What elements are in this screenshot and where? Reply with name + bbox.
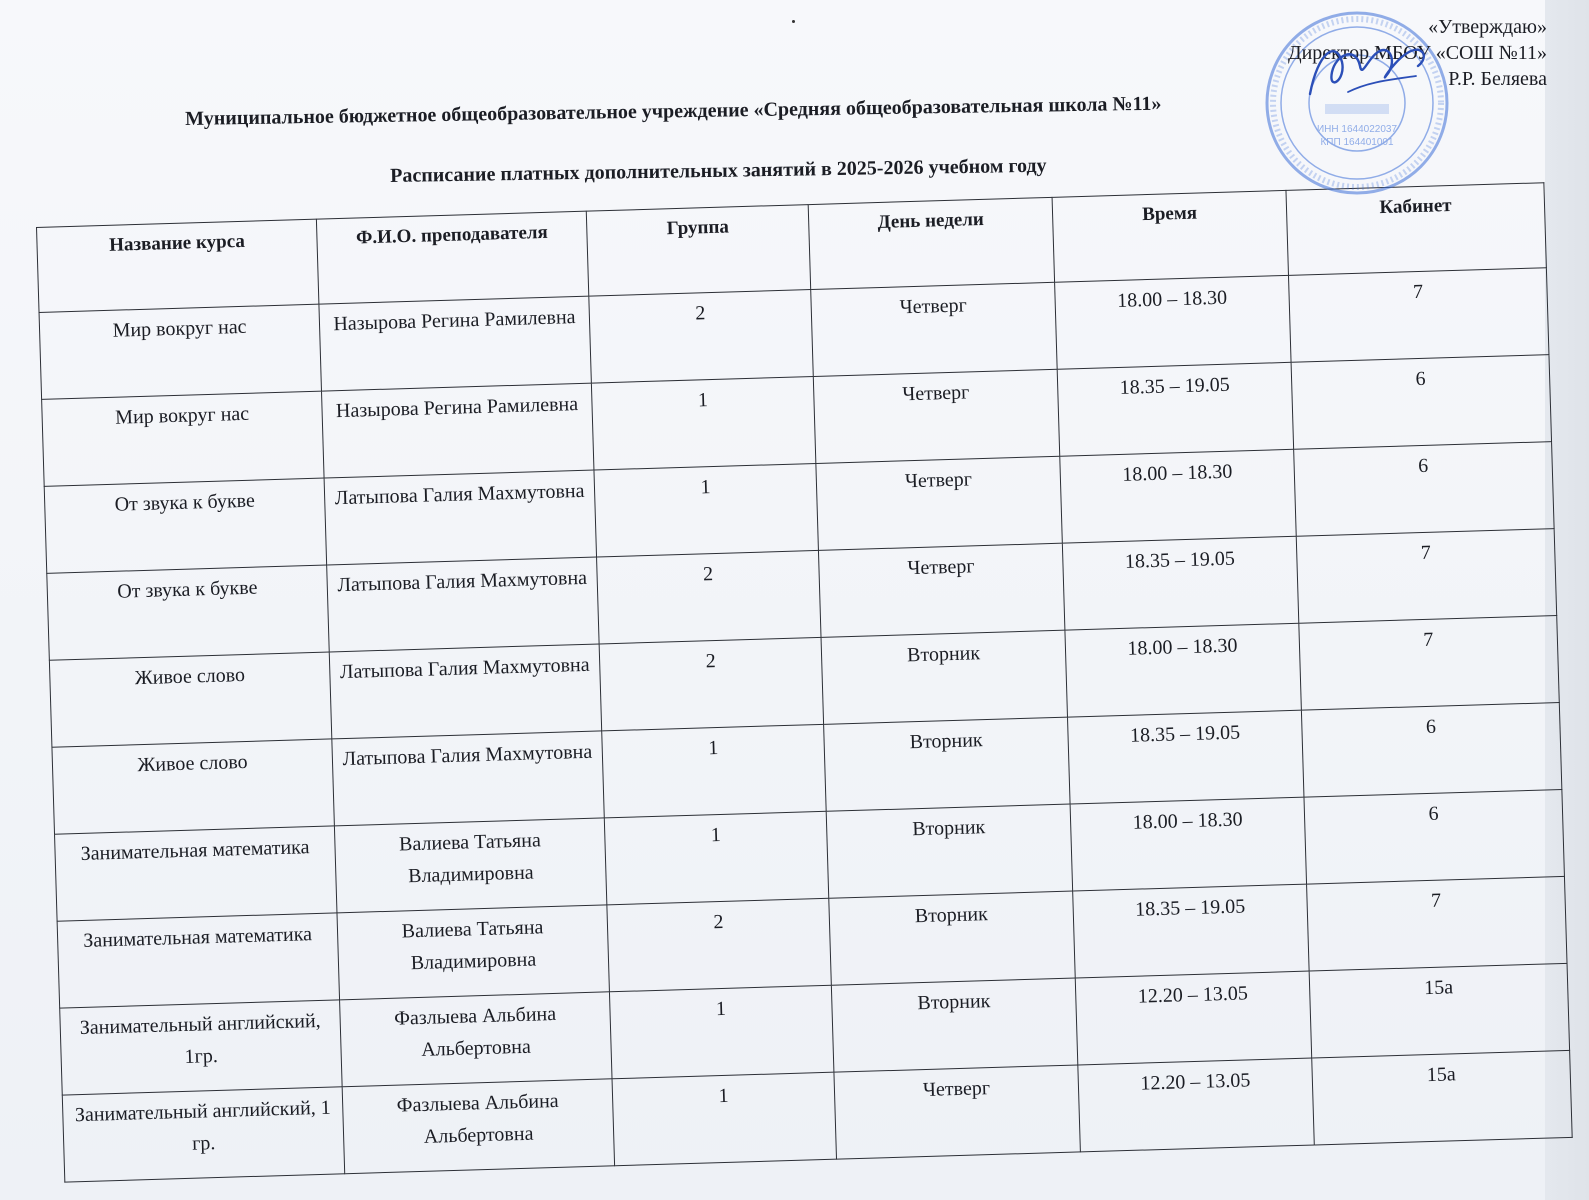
cell-teacher: Латыпова Галия Махмутовна xyxy=(324,470,596,565)
cell-course: Занимательный английский, 1 гр. xyxy=(62,1087,344,1182)
cell-day: Четверг xyxy=(811,282,1057,376)
cell-group: 2 xyxy=(607,898,831,992)
cell-day: Четверг xyxy=(813,369,1059,463)
cell-teacher: Латыпова Галия Махмутовна xyxy=(332,731,604,826)
cell-teacher: Фазлыева Альбина Альбертовна xyxy=(340,992,612,1087)
cell-room: 15а xyxy=(1312,1050,1572,1145)
ink-dot xyxy=(792,20,795,23)
header-time: Время xyxy=(1052,190,1288,282)
cell-day: Вторник xyxy=(821,630,1067,724)
cell-group: 1 xyxy=(612,1072,836,1166)
cell-room: 6 xyxy=(1301,703,1561,798)
cell-group: 1 xyxy=(591,377,815,471)
cell-course: Живое слово xyxy=(52,739,334,834)
schedule-table xyxy=(36,182,1573,1182)
cell-group: 2 xyxy=(589,290,813,384)
header-teacher: Ф.И.О. преподавателя xyxy=(316,211,588,304)
cell-teacher: Назырова Регина Рамилевна xyxy=(321,383,593,478)
cell-group: 1 xyxy=(594,463,818,557)
cell-time: 12.20 – 13.05 xyxy=(1075,971,1311,1065)
header-room: Кабинет xyxy=(1286,183,1546,276)
cell-time: 18.35 – 19.05 xyxy=(1062,536,1298,630)
cell-course: От звука к букве xyxy=(47,565,329,660)
cell-day: Вторник xyxy=(824,717,1070,811)
cell-day: Четверг xyxy=(834,1065,1080,1159)
cell-group: 2 xyxy=(599,637,823,731)
cell-group: 1 xyxy=(604,811,828,905)
header-group: Группа xyxy=(586,205,810,297)
cell-time: 12.20 – 13.05 xyxy=(1078,1058,1314,1152)
stamp-kpp: КПП 164401001 xyxy=(1320,137,1394,148)
cell-day: Вторник xyxy=(826,804,1072,898)
cell-time: 18.35 – 19.05 xyxy=(1057,362,1293,456)
cell-time: 18.00 – 18.30 xyxy=(1055,275,1291,369)
cell-course: Мир вокруг нас xyxy=(42,391,324,486)
header-course: Название курса xyxy=(37,219,319,312)
cell-day: Вторник xyxy=(829,891,1075,985)
cell-course: Занимательная математика xyxy=(57,913,339,1008)
approval-line-1: «Утверждаю» xyxy=(1428,16,1547,38)
cell-course: Мир вокруг нас xyxy=(39,304,321,399)
cell-room: 7 xyxy=(1288,268,1548,363)
cell-course: Занимательный английский, 1гр. xyxy=(60,1000,342,1095)
cell-time: 18.35 – 19.05 xyxy=(1067,710,1303,804)
cell-course: Живое слово xyxy=(49,652,331,747)
cell-time: 18.00 – 18.30 xyxy=(1070,797,1306,891)
cell-room: 6 xyxy=(1304,789,1564,884)
cell-room: 6 xyxy=(1291,355,1551,450)
cell-teacher: Назырова Регина Рамилевна xyxy=(319,296,591,391)
cell-teacher: Латыпова Галия Махмутовна xyxy=(327,557,599,652)
cell-group: 1 xyxy=(602,724,826,818)
schedule-title: Расписание платных дополнительных занятий в 2025-2026 учебном году xyxy=(390,154,1047,187)
cell-teacher: Валиева Татьяна Владимировна xyxy=(337,905,609,1000)
cell-time: 18.35 – 19.05 xyxy=(1073,884,1309,978)
cell-time: 18.00 – 18.30 xyxy=(1065,623,1301,717)
header-day: День недели xyxy=(808,197,1054,289)
cell-day: Четверг xyxy=(816,456,1062,550)
cell-day: Вторник xyxy=(831,978,1077,1072)
cell-teacher: Валиева Татьяна Владимировна xyxy=(334,818,606,913)
approval-line-2: Директор МБОУ «СОШ №11» xyxy=(1287,42,1547,64)
cell-group: 1 xyxy=(609,985,833,1079)
director-signature xyxy=(1298,32,1438,110)
cell-teacher: Фазлыева Альбина Альбертовна xyxy=(342,1079,614,1174)
schedule-table-wrapper xyxy=(36,182,1573,1182)
stamp-inn: ИНН 1644022037 xyxy=(1316,124,1398,135)
cell-time: 18.00 – 18.30 xyxy=(1060,449,1296,543)
school-name-heading: Муниципальное бюджетное общеобразовательное учреждение «Средняя общеобразовательная школа №11» xyxy=(185,92,1162,130)
cell-room: 7 xyxy=(1307,876,1567,971)
cell-group: 2 xyxy=(597,550,821,644)
cell-room: 6 xyxy=(1294,442,1554,537)
cell-room: 15а xyxy=(1309,963,1569,1058)
cell-course: Занимательная математика xyxy=(55,826,337,921)
cell-day: Четверг xyxy=(818,543,1064,637)
cell-room: 7 xyxy=(1299,616,1559,711)
cell-room: 7 xyxy=(1296,529,1556,624)
cell-teacher: Латыпова Галия Махмутовна xyxy=(329,644,601,739)
approval-line-3: Р.Р. Беляева xyxy=(1448,68,1547,90)
cell-course: От звука к букве xyxy=(44,478,326,573)
